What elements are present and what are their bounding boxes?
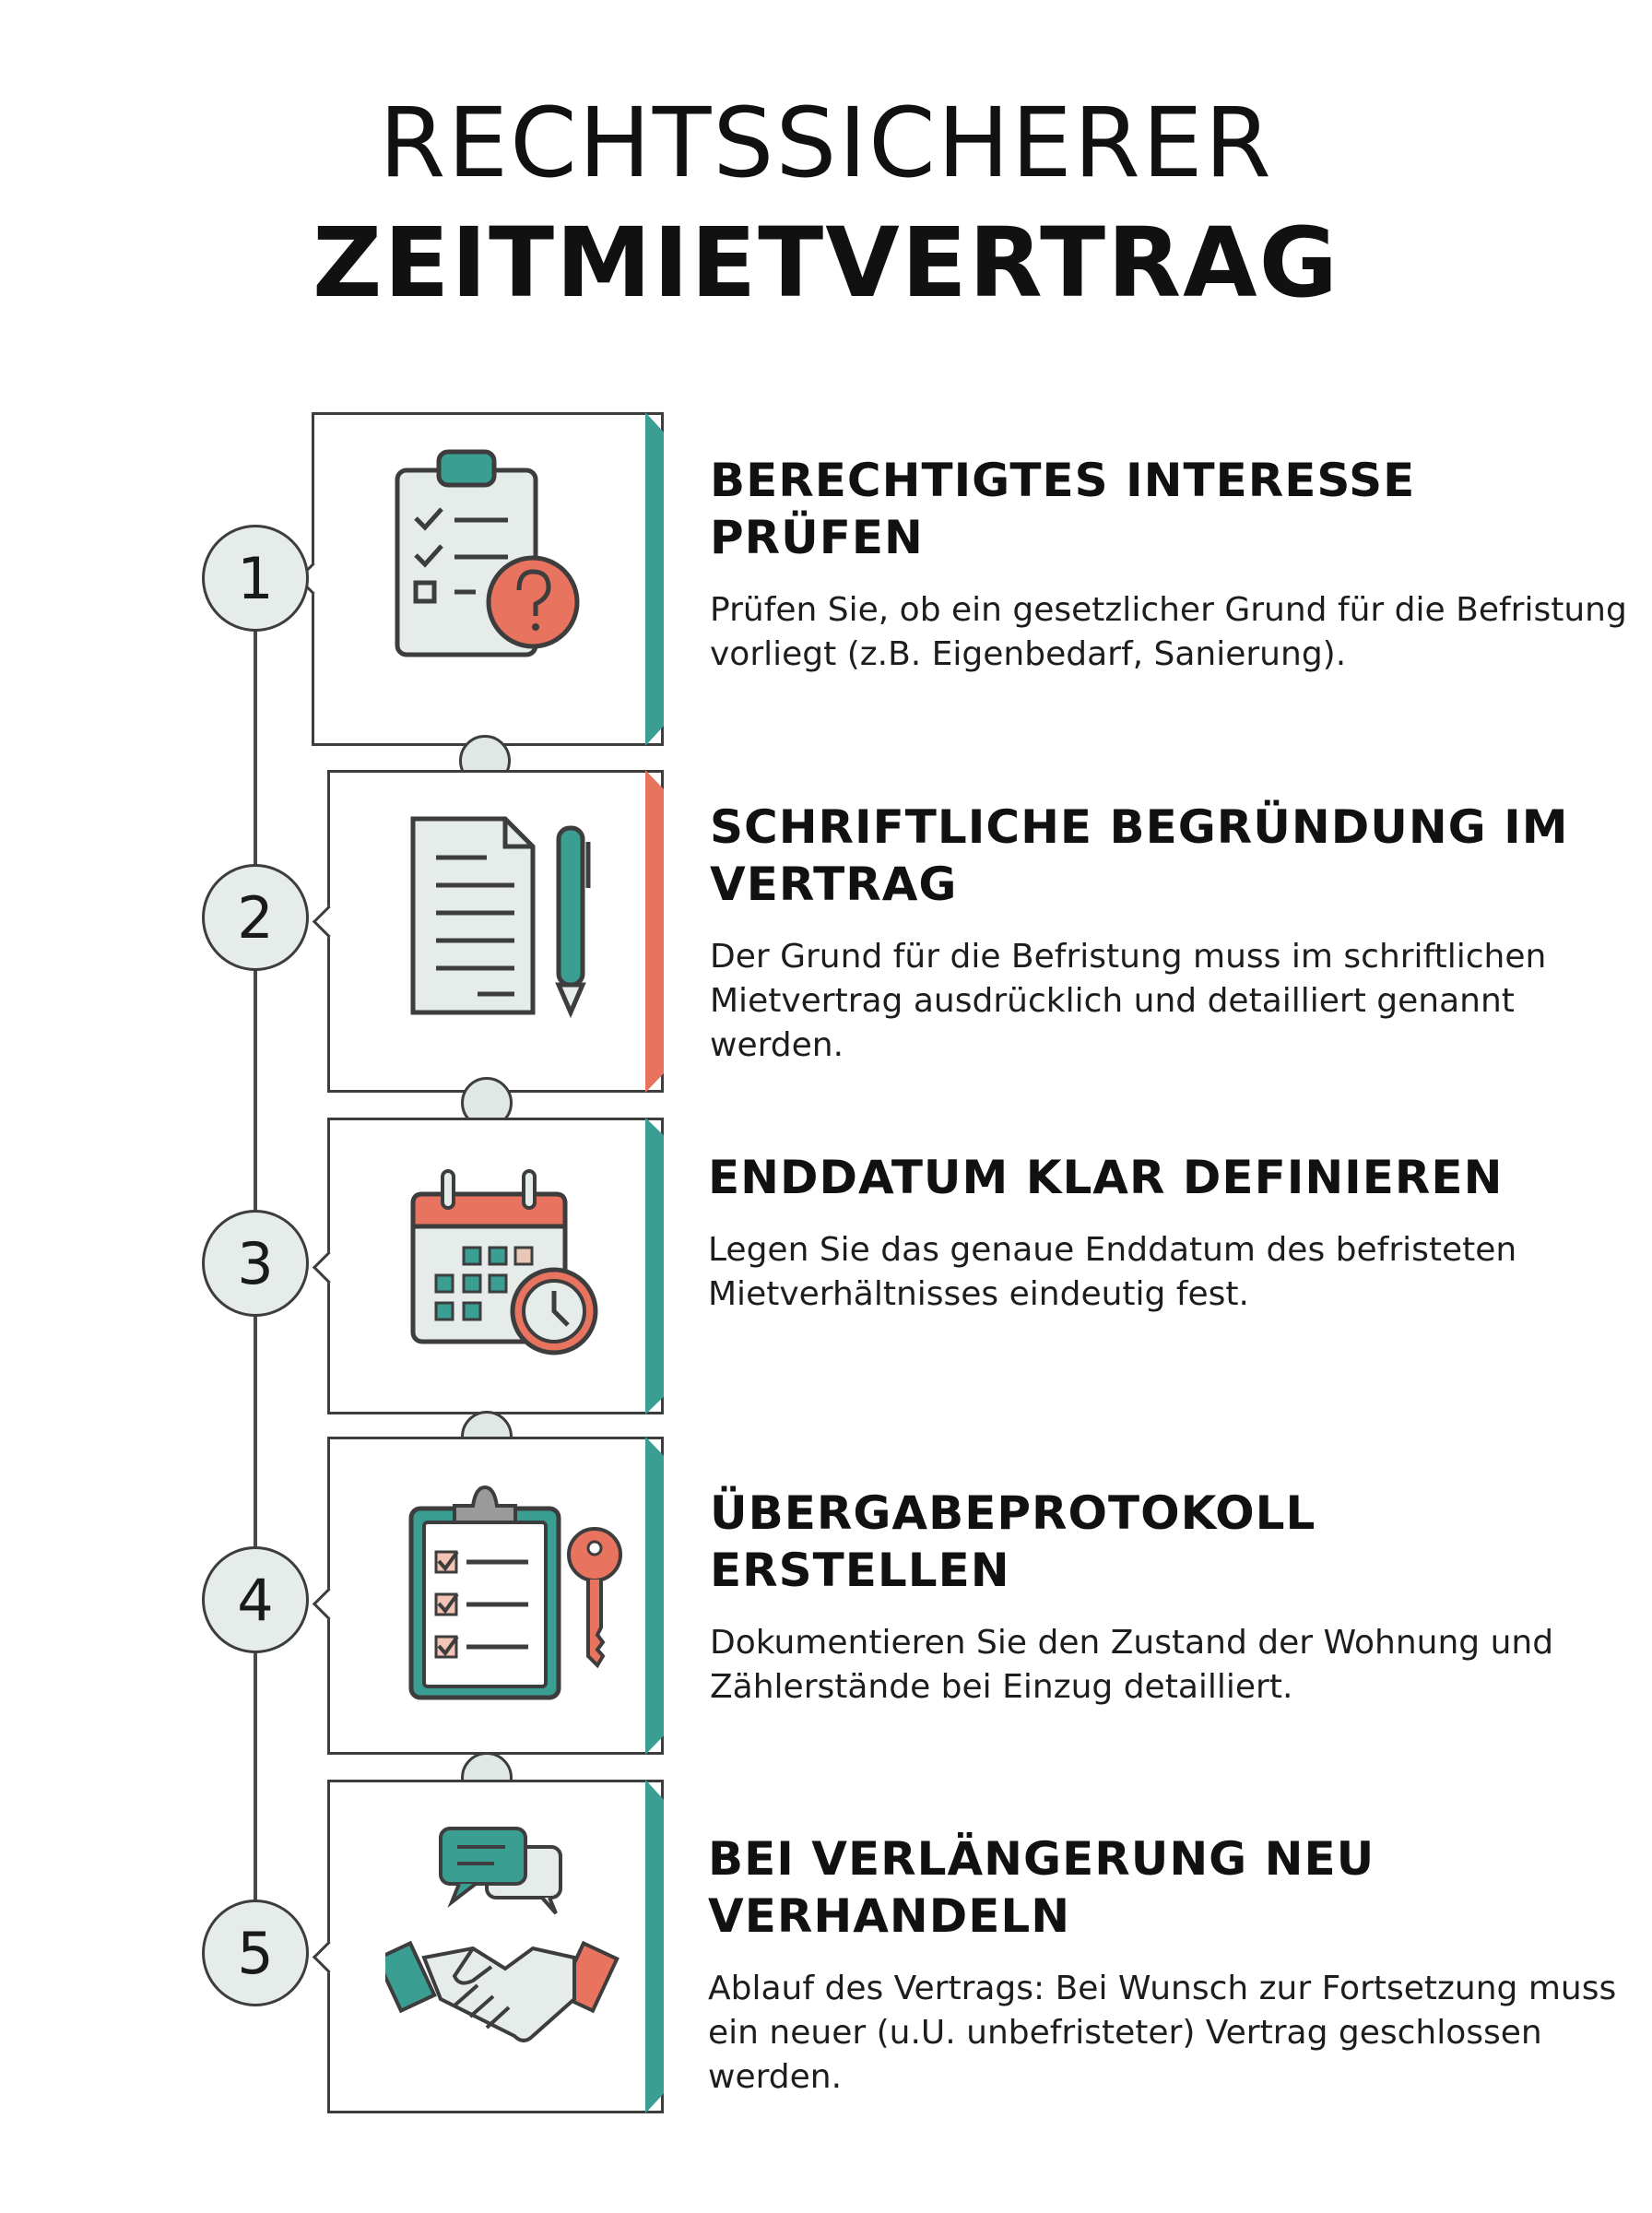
title-line-1: RECHTSSICHERER	[379, 87, 1273, 199]
card-edge-accent	[645, 412, 664, 746]
document-pen-icon	[385, 800, 625, 1068]
step-5-title: BEI VERLÄNGERUNG NEU VERHANDELN	[708, 1832, 1375, 1943]
step-1-title: BERECHTIGTES INTERESSE PRÜFEN	[710, 454, 1416, 564]
step-4-number: 4	[202, 1546, 309, 1653]
step-4-card	[327, 1437, 664, 1755]
step-2-number: 2	[202, 864, 309, 971]
step-2-card	[327, 770, 664, 1093]
step-5-card	[327, 1780, 664, 2113]
calendar-clock-icon	[385, 1148, 625, 1388]
step-3-description: Legen Sie das genaue Enddatum des befristeten Mietverhältnisses eindeutig fest.	[708, 1231, 1517, 1313]
title-line-2: ZEITMIETVERTRAG	[312, 207, 1340, 319]
step-2-description: Der Grund für die Befristung muss im schriftlichen Mietvertrag ausdrücklich und detailliert genannt werden.	[710, 938, 1547, 1064]
step-2-title: SCHRIFTLICHE BEGRÜNDUNG IM VERTRAG	[710, 800, 1569, 911]
card-edge-accent	[645, 1118, 664, 1414]
step-3-number: 3	[202, 1210, 309, 1317]
page-title	[0, 83, 1652, 323]
step-4-text	[710, 1485, 1632, 1710]
step-3-title: ENDDATUM KLAR DEFINIEREN	[708, 1151, 1504, 1204]
step-1-number: 1	[202, 525, 309, 632]
clipboard-key-icon	[385, 1467, 625, 1725]
card-edge-accent	[645, 1780, 664, 2113]
step-2-text	[710, 799, 1632, 1068]
step-4-description: Dokumentieren Sie den Zustand der Wohnung und Zählerstände bei Einzug detailliert.	[710, 1624, 1554, 1706]
handshake-chat-icon	[385, 1810, 625, 2087]
step-1-description: Prüfen Sie, ob ein gesetzlicher Grund für die Befristung vorliegt (z.B. Eigenbedarf, Sanierung).	[710, 591, 1627, 673]
clipboard-question-icon	[370, 443, 609, 710]
step-1-text	[710, 452, 1632, 677]
card-edge-accent	[645, 770, 664, 1093]
card-edge-accent	[645, 1437, 664, 1755]
step-5-text	[708, 1830, 1630, 2100]
step-5-description: Ablauf des Vertrags: Bei Wunsch zur Fortsetzung muss ein neuer (u.U. unbefristeter) Vertrag geschlossen werden.	[708, 1970, 1617, 2096]
step-4-title: ÜBERGABEPROTOKOLL ERSTELLEN	[710, 1486, 1316, 1597]
step-1-card	[312, 412, 664, 746]
step-3-text	[708, 1149, 1630, 1317]
step-5-number: 5	[202, 1899, 309, 2006]
step-3-card	[327, 1118, 664, 1414]
